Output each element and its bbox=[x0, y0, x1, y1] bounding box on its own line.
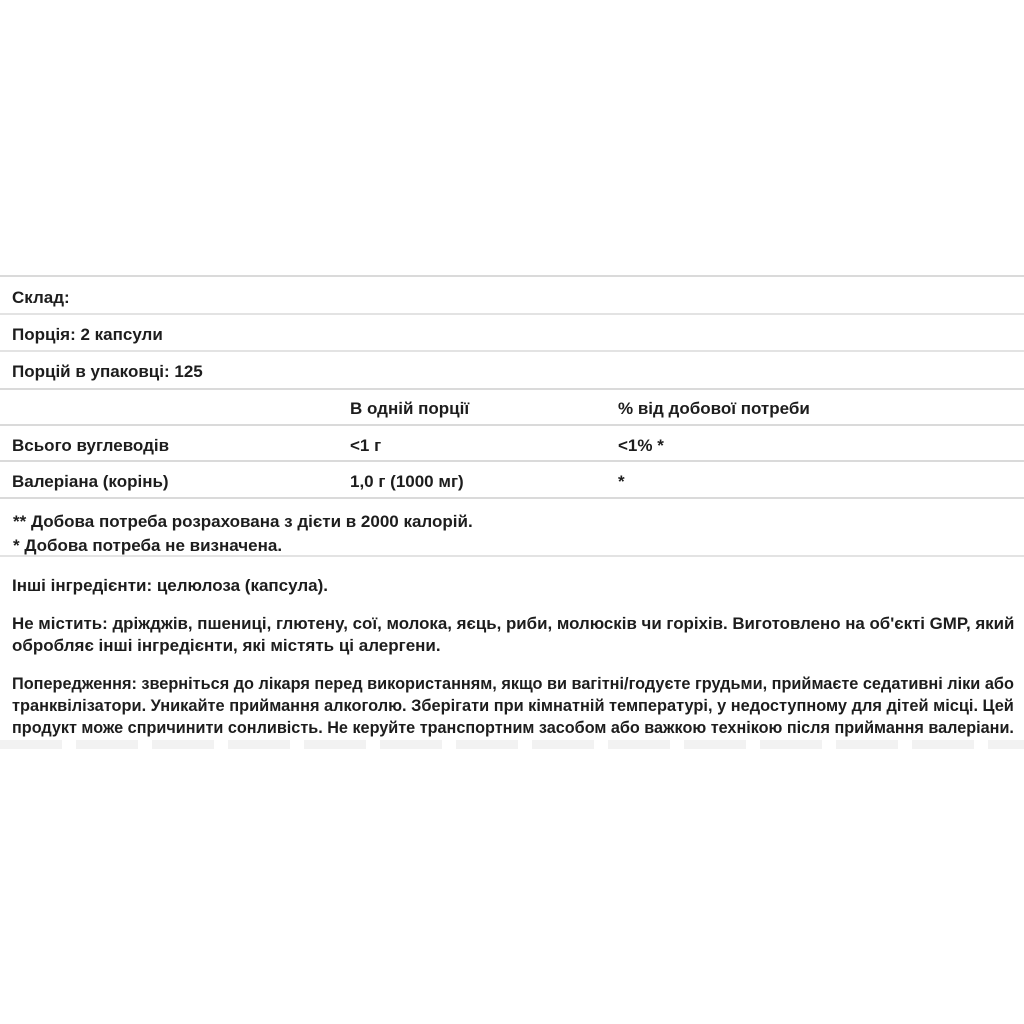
footnote-dv-not-established: * Добова потреба не визначена. bbox=[13, 536, 283, 555]
nutrient-name: Валеріана (корінь) bbox=[12, 472, 169, 491]
row-divider bbox=[0, 350, 1024, 352]
serving-size: Порція: 2 капсули bbox=[12, 325, 163, 344]
column-header-per-serving: В одній порції bbox=[350, 399, 470, 418]
nutrient-daily-value: <1% * bbox=[618, 436, 664, 455]
row-divider bbox=[0, 424, 1024, 426]
nutrient-amount: 1,0 г (1000 мг) bbox=[350, 472, 464, 491]
row-divider bbox=[0, 388, 1024, 390]
warning-line: транквілізатори. Уникайте приймання алкоголю. Зберігати при кімнатній температурі, у недоступному для дітей місці. Цей bbox=[12, 696, 1014, 715]
nutrient-name: Всього вуглеводів bbox=[12, 436, 170, 455]
footnote-calorie-basis: ** Добова потреба розрахована з дієти в 2000 калорій. bbox=[13, 512, 473, 531]
composition-title: Склад: bbox=[12, 288, 70, 307]
allergen-line: обробляє інші інгредієнти, які містять ці алергени. bbox=[12, 636, 441, 655]
column-header-daily-value: % від добової потреби bbox=[618, 399, 810, 418]
nutrient-daily-value: * bbox=[618, 472, 625, 491]
warning-line: Попередження: зверніться до лікаря перед використанням, якщо ви вагітні/годуєте грудьми, приймаєте седативні ліки або bbox=[12, 674, 1014, 693]
row-divider bbox=[0, 313, 1024, 315]
row-divider bbox=[0, 275, 1024, 277]
scan-artifact-divider bbox=[0, 740, 1024, 749]
other-ingredients: Інші інгредієнти: целюлоза (капсула). bbox=[12, 576, 329, 595]
row-divider bbox=[0, 497, 1024, 499]
servings-per-container: Порцій в упаковці: 125 bbox=[12, 362, 203, 381]
row-divider bbox=[0, 460, 1024, 462]
nutrient-amount: <1 г bbox=[350, 436, 382, 455]
allergen-line: Не містить: дріжджів, пшениці, глютену, сої, молока, яєць, риби, молюсків чи горіхів. Виготовлено на об'єкті GMP, який bbox=[12, 614, 1015, 633]
warning-line: продукт може спричинити сонливість. Не керуйте транспортним засобом або важкою технікою після приймання валеріани. bbox=[12, 718, 1014, 737]
